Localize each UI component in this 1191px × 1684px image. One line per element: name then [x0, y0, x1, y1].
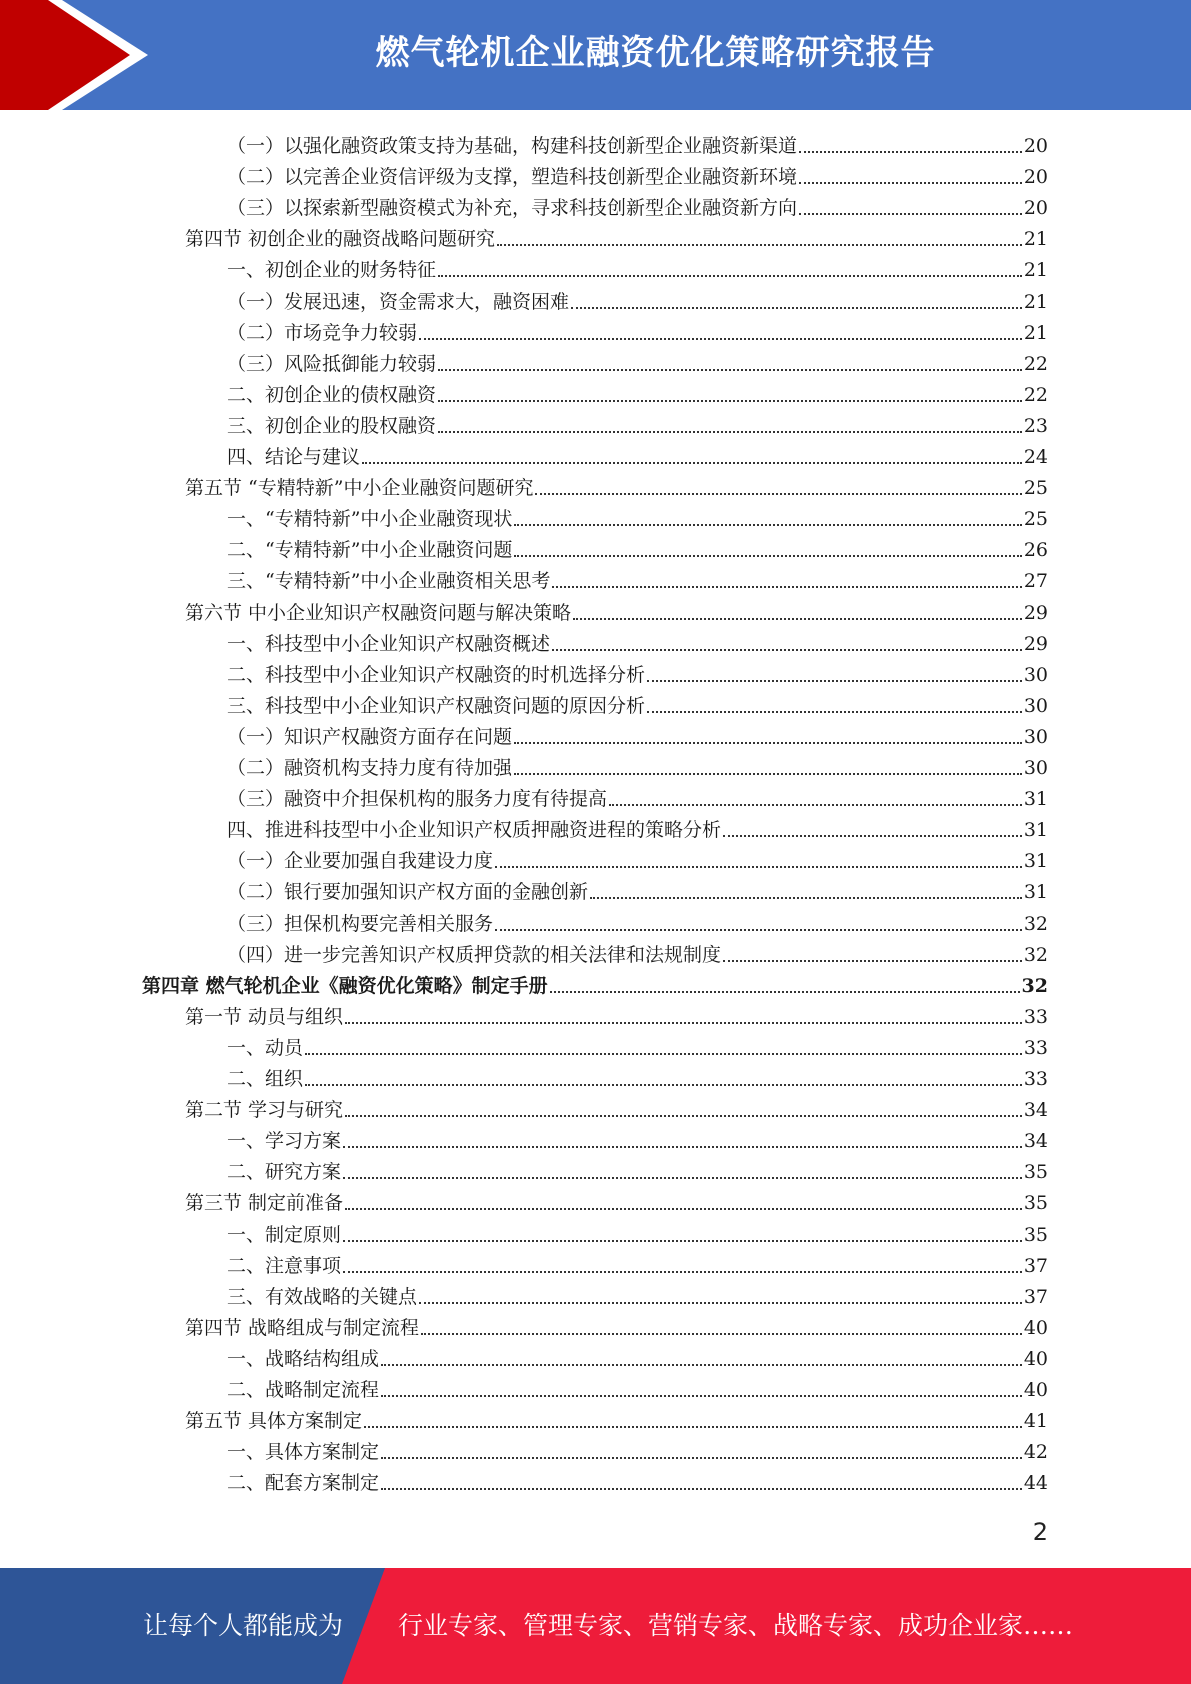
toc-entry-page: 40	[1023, 1347, 1048, 1370]
toc-entry-page: 41	[1023, 1410, 1048, 1433]
toc-entry-title: 一、制定原则	[227, 1223, 342, 1246]
toc-entry-title: 三、有效战略的关键点	[227, 1285, 418, 1308]
toc-entry-title: 三、科技型中小企业知识产权融资问题的原因分析	[227, 694, 646, 717]
toc-entry[interactable]	[185, 1403, 1048, 1434]
toc-dot-leader	[799, 151, 1022, 153]
toc-dot-leader	[573, 618, 1022, 620]
toc-dot-leader	[514, 524, 1021, 526]
toc-entry-page: 21	[1023, 321, 1048, 344]
toc-entry[interactable]	[227, 1372, 1048, 1403]
toc-entry[interactable]	[227, 1465, 1048, 1496]
toc-entry[interactable]	[185, 1310, 1048, 1341]
toc-dot-leader	[305, 1084, 1022, 1086]
toc-entry-title: （二）银行要加强知识产权方面的金融创新	[227, 881, 589, 904]
toc-entry[interactable]	[227, 781, 1048, 812]
toc-entry-title: 二、科技型中小企业知识产权融资的时机选择分析	[227, 663, 646, 686]
toc-entry[interactable]	[227, 128, 1048, 159]
toc-entry-page: 31	[1023, 850, 1048, 873]
toc-entry-title: （三）风险抵御能力较弱	[227, 352, 437, 375]
toc-entry-page: 30	[1023, 757, 1048, 779]
toc-entry-title: （二）融资机构支持力度有待加强	[227, 757, 513, 779]
toc-entry-title: 第四章 燃气轮机企业《融资优化策略》制定手册	[142, 974, 548, 997]
toc-entry[interactable]	[227, 1341, 1048, 1372]
toc-dot-leader	[497, 244, 1022, 246]
toc-entry-title: 三、初创企业的股权融资	[227, 414, 437, 437]
toc-entry[interactable]	[227, 1154, 1048, 1185]
toc-entry-title: （三）以探索新型融资模式为补充，寻求科技创新型企业融资新方向	[227, 197, 798, 220]
toc-entry[interactable]	[227, 439, 1048, 470]
toc-dot-leader	[647, 711, 1022, 713]
toc-dot-leader	[571, 307, 1022, 309]
toc-dot-leader	[609, 804, 1022, 806]
toc-entry[interactable]	[227, 843, 1048, 874]
toc-dot-leader	[535, 493, 1021, 495]
toc-entry[interactable]	[227, 1434, 1048, 1465]
toc-entry[interactable]	[227, 252, 1048, 283]
toc-entry[interactable]	[185, 221, 1048, 252]
toc-entry-title: 二、初创企业的债权融资	[227, 383, 437, 406]
toc-entry-title: 四、推进科技型中小企业知识产权质押融资进程的策略分析	[227, 819, 722, 842]
toc-entry-page: 21	[1023, 259, 1048, 282]
toc-entry-page: 44	[1023, 1472, 1048, 1495]
toc-entry-page: 42	[1023, 1441, 1048, 1464]
toc-entry[interactable]	[185, 470, 1048, 501]
toc-entry-page: 29	[1023, 632, 1048, 655]
toc-dot-leader	[419, 1302, 1022, 1304]
toc-dot-leader	[438, 369, 1022, 371]
toc-entry-title: 一、科技型中小企业知识产权融资概述	[227, 632, 551, 655]
toc-entry[interactable]	[227, 874, 1048, 905]
toc-dot-leader	[514, 773, 1022, 775]
toc-entry[interactable]	[185, 1092, 1048, 1123]
toc-entry-page: 24	[1023, 446, 1048, 468]
toc-entry[interactable]	[227, 719, 1048, 750]
toc-entry-page: 26	[1023, 539, 1048, 562]
toc-entry-title: 二、战略制定流程	[227, 1379, 380, 1401]
toc-dot-leader	[514, 742, 1022, 744]
toc-entry-page: 37	[1023, 1254, 1048, 1277]
toc-entry[interactable]	[227, 1279, 1048, 1310]
toc-dot-leader	[799, 213, 1022, 215]
toc-entry[interactable]	[227, 1061, 1048, 1092]
document-title: 燃气轮机企业融资优化策略研究报告	[375, 33, 936, 73]
toc-dot-leader	[438, 400, 1022, 402]
toc-entry-title: 第一节 动员与组织	[185, 1005, 344, 1028]
toc-dot-leader	[343, 1271, 1022, 1273]
toc-dot-leader	[381, 1395, 1022, 1397]
toc-entry-page: 27	[1023, 570, 1048, 593]
toc-entry[interactable]	[227, 1123, 1048, 1154]
toc-entry-page: 21	[1023, 228, 1048, 251]
toc-entry[interactable]	[227, 284, 1048, 315]
toc-entry-page: 35	[1023, 1161, 1048, 1184]
toc-dot-leader	[647, 680, 1022, 682]
toc-entry-title: 一、初创企业的财务特征	[227, 259, 437, 282]
footer-slogan-right: 行业专家、管理专家、营销专家、战略专家、成功企业家……	[398, 1611, 1074, 1640]
toc-entry-page: 30	[1023, 663, 1048, 686]
toc-dot-leader	[381, 1488, 1022, 1490]
toc-entry-page: 35	[1023, 1223, 1048, 1246]
toc-dot-leader	[514, 555, 1021, 557]
toc-entry-page: 34	[1023, 1099, 1048, 1122]
toc-entry-title: 第五节 “专精特新”中小企业融资问题研究	[185, 477, 534, 500]
toc-dot-leader	[438, 275, 1022, 277]
toc-entry-page: 31	[1023, 819, 1048, 842]
toc-entry-title: 第六节 中小企业知识产权融资问题与解决策略	[185, 601, 572, 624]
toc-entry-title: 一、动员	[227, 1036, 304, 1059]
toc-entry-page: 31	[1023, 881, 1048, 904]
toc-entry-page: 35	[1023, 1192, 1048, 1215]
toc-dot-leader	[438, 431, 1022, 433]
toc-entry[interactable]	[227, 688, 1048, 719]
toc-dot-leader	[364, 1426, 1022, 1428]
toc-entry-page: 25	[1023, 477, 1048, 500]
toc-dot-leader	[381, 1364, 1022, 1366]
toc-entry-page: 30	[1023, 725, 1048, 748]
toc-entry-page: 33	[1023, 1036, 1048, 1059]
toc-entry-title: 一、战略结构组成	[227, 1347, 380, 1370]
toc-entry-page: 40	[1023, 1379, 1048, 1401]
toc-entry-title: 一、学习方案	[227, 1130, 342, 1153]
toc-entry-page: 34	[1023, 1130, 1048, 1153]
toc-entry-title: 三、“专精特新”中小企业融资相关思考	[227, 570, 551, 593]
toc-entry-title: 二、“专精特新”中小企业融资问题	[227, 539, 513, 562]
toc-entry-page: 32	[1023, 912, 1048, 935]
toc-entry[interactable]	[227, 501, 1048, 532]
toc-entry[interactable]	[185, 1185, 1048, 1216]
toc-entry-title: 二、研究方案	[227, 1161, 342, 1184]
toc-dot-leader	[495, 929, 1022, 931]
toc-entry-title: 二、组织	[227, 1068, 304, 1090]
toc-entry-title: 第五节 具体方案制定	[185, 1410, 363, 1433]
toc-entry-page: 31	[1023, 788, 1048, 811]
toc-entry-page: 30	[1023, 694, 1048, 717]
toc-entry[interactable]	[227, 1248, 1048, 1279]
toc-entry-title: 一、具体方案制定	[227, 1441, 380, 1464]
toc-entry[interactable]	[227, 346, 1048, 377]
toc-entry[interactable]	[227, 532, 1048, 563]
toc-dot-leader	[421, 1333, 1022, 1335]
toc-entry-title: 一、“专精特新”中小企业融资现状	[227, 508, 513, 531]
toc-entry-page: 29	[1023, 601, 1048, 624]
toc-dot-leader	[345, 1115, 1022, 1117]
toc-entry[interactable]	[227, 1217, 1048, 1248]
toc-entry[interactable]	[227, 408, 1048, 439]
toc-dot-leader	[723, 835, 1022, 837]
toc-entry-title: 二、注意事项	[227, 1254, 342, 1277]
toc-entry[interactable]	[227, 626, 1048, 657]
toc-entry-page: 20	[1023, 197, 1048, 220]
toc-dot-leader	[799, 182, 1022, 184]
toc-entry-page: 33	[1023, 1068, 1048, 1090]
toc-entry[interactable]	[227, 812, 1048, 843]
page-header	[0, 0, 1191, 110]
toc-entry-page: 22	[1023, 352, 1048, 375]
toc-entry-title: （一）企业要加强自我建设力度	[227, 850, 494, 873]
toc-dot-leader	[381, 1457, 1022, 1459]
toc-entry-page: 23	[1023, 414, 1048, 437]
toc-dot-leader	[590, 897, 1022, 899]
toc-entry-title: 第四节 初创企业的融资战略问题研究	[185, 228, 496, 251]
toc-dot-leader	[345, 1208, 1022, 1210]
toc-entry-title: 第四节 战略组成与制定流程	[185, 1316, 420, 1339]
footer-slogan-left: 让每个人都能成为	[143, 1611, 344, 1640]
toc-entry-title: （三）融资中介担保机构的服务力度有待提高	[227, 788, 608, 811]
toc-entry-page: 20	[1023, 135, 1048, 157]
toc-entry-title: （一）以强化融资政策支持为基础，构建科技创新型企业融资新渠道	[227, 135, 798, 157]
toc-entry-page: 32	[1023, 943, 1048, 966]
toc-entry-page: 25	[1023, 508, 1048, 531]
toc-entry[interactable]	[185, 595, 1048, 626]
toc-entry[interactable]	[227, 159, 1048, 190]
toc-entry[interactable]	[227, 377, 1048, 408]
toc-entry-page: 32	[1021, 974, 1048, 997]
toc-entry[interactable]	[227, 1030, 1048, 1061]
toc-dot-leader	[345, 1022, 1022, 1024]
toc-entry-title: （一）发展迅速，资金需求大，融资困难	[227, 290, 570, 313]
toc-entry[interactable]	[227, 190, 1048, 221]
toc-entry-title: （一）知识产权融资方面存在问题	[227, 725, 513, 748]
toc-entry[interactable]	[142, 968, 1048, 999]
toc-dot-leader	[550, 991, 1020, 993]
toc-entry[interactable]	[227, 563, 1048, 594]
toc-dot-leader	[305, 1053, 1022, 1055]
page-footer	[0, 1568, 1191, 1684]
toc-entry-page: 22	[1023, 383, 1048, 406]
toc-entry-page: 40	[1023, 1316, 1048, 1339]
toc-entry-page: 37	[1023, 1285, 1048, 1308]
toc-entry[interactable]	[227, 315, 1048, 346]
toc-dot-leader	[362, 462, 1022, 464]
toc-entry-title: 第三节 制定前准备	[185, 1192, 344, 1215]
toc-entry-page: 21	[1023, 290, 1048, 313]
toc-entry-title: （三）担保机构要完善相关服务	[227, 912, 494, 935]
toc-dot-leader	[343, 1240, 1022, 1242]
toc-entry-title: 第二节 学习与研究	[185, 1099, 344, 1122]
toc-dot-leader	[343, 1177, 1022, 1179]
toc-entry-page: 20	[1023, 166, 1048, 189]
page-number: 2	[1032, 1518, 1048, 1546]
toc-entry-title: （二）市场竞争力较弱	[227, 321, 418, 344]
toc-entry[interactable]	[227, 657, 1048, 688]
toc-entry[interactable]	[227, 750, 1048, 781]
toc-entry-title: 二、配套方案制定	[227, 1472, 380, 1495]
toc-dot-leader	[419, 338, 1022, 340]
toc-entry-title: 四、结论与建议	[227, 446, 361, 468]
toc-entry-title: （二）以完善企业资信评级为支撑，塑造科技创新型企业融资新环境	[227, 166, 798, 189]
toc-dot-leader	[343, 1146, 1022, 1148]
toc-entry-title: （四）进一步完善知识产权质押贷款的相关法律和法规制度	[227, 943, 722, 966]
toc-dot-leader	[552, 649, 1022, 651]
toc-dot-leader	[552, 586, 1021, 588]
toc-entry-page: 33	[1023, 1005, 1048, 1028]
toc-entry[interactable]	[227, 937, 1048, 968]
toc-entry[interactable]	[185, 999, 1048, 1030]
toc-entry[interactable]	[227, 906, 1048, 937]
toc-dot-leader	[723, 960, 1022, 962]
toc-dot-leader	[495, 866, 1022, 868]
